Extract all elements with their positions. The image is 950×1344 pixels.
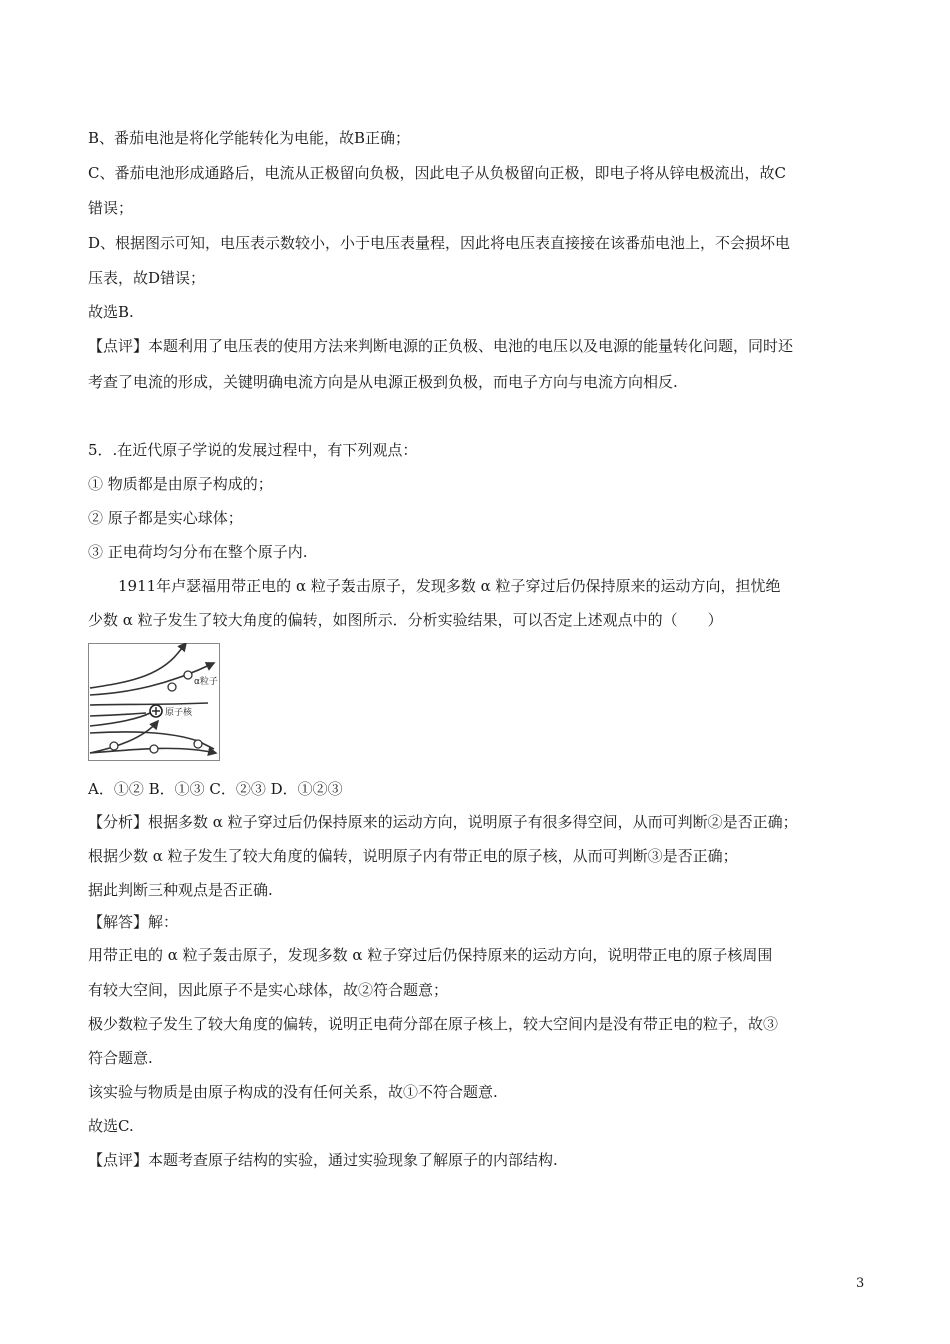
answer-heading: 【解答】解： — [88, 913, 179, 931]
question-paragraph-1: 1911年卢瑟福用带正电的 α 粒子轰击原子，发现多数 α 粒子穿过后仍保持原来的运动方向，担忧绝 — [118, 577, 781, 595]
answer-choose-c: 故选C. — [88, 1117, 134, 1135]
question-5-stem: 5．.在近代原子学说的发展过程中，有下列观点： — [88, 441, 418, 459]
alpha-track-middle-1 — [90, 703, 208, 705]
answer-comment: 【点评】本题考查原子结构的实验，通过实验现象了解原子的内部结构. — [88, 1151, 558, 1169]
solution-line-c1: C、番茄电池形成通路后，电流从正极留向负极，因此电子从负极留向正极，即电子将从锌电极流出，故C — [88, 164, 786, 182]
solution-line-b: B、番茄电池是将化学能转化为电能，故B正确； — [88, 129, 411, 147]
answer-line-2: 有较大空间，因此原子不是实心球体，故②符合题意； — [88, 981, 449, 999]
analysis-line-2: 根据少数 α 粒子发生了较大角度的偏转，说明原子内有带正电的原子核，从而可判断③是否正确； — [88, 847, 738, 865]
view-2: ② 原子都是实心球体； — [88, 509, 243, 527]
page-number: 3 — [856, 1276, 865, 1291]
analysis-line-3: 据此判断三种观点是否正确. — [88, 881, 273, 899]
answer-options: A．①② B．①③ C．②③ D．①②③ — [88, 780, 343, 798]
alpha-particle-label: α粒子 — [194, 677, 218, 687]
question-paragraph-2: 少数 α 粒子发生了较大角度的偏转，如图所示．分析实验结果，可以否定上述观点中的（ ） — [88, 611, 723, 629]
solution-line-d1: D、根据图示可知，电压表示数较小，小于电压表量程，因此将电压表直接接在该番茄电池上，不会损坏电 — [88, 234, 791, 252]
answer-line-5: 该实验与物质是由原子构成的没有任何关系，故①不符合题意. — [88, 1083, 498, 1101]
answer-line-4: 符合题意. — [88, 1049, 153, 1067]
alpha-track-middle-2 — [90, 713, 146, 716]
answer-line-1: 用带正电的 α 粒子轰击原子，发现多数 α 粒子穿过后仍保持原来的运动方向，说明带正电的原子核周围 — [88, 946, 773, 964]
alpha-scattering-figure — [88, 643, 220, 761]
comment-line-1: 【点评】本题利用了电压表的使用方法来判断电源的正负极、电池的电压以及电源的能量转化问题，同时还 — [88, 337, 794, 355]
solution-line-c2: 错误； — [88, 199, 134, 217]
comment-line-2: 考查了电流的形成，关键明确电流方向是从电源正极到负极，而电子方向与电流方向相反. — [88, 373, 678, 391]
view-3: ③ 正电荷均匀分布在整个原子内. — [88, 543, 308, 561]
answer-line-3: 极少数粒子发生了较大角度的偏转，说明正电荷分部在原子核上，较大空间内是没有带正电的粒子，故③ — [88, 1015, 779, 1033]
analysis-line-1: 【分析】根据多数 α 粒子穿过后仍保持原来的运动方向，说明原子有很多得空间，从而可判断②是否正确； — [88, 813, 798, 831]
alpha-track-upper-deflected — [90, 643, 186, 688]
nucleus-label: 原子核 — [165, 708, 193, 718]
solution-line-d2: 压表，故D错误； — [88, 269, 206, 287]
view-1: ① 物质都是由原子构成的； — [88, 475, 273, 493]
solution-choose-b: 故选B. — [88, 303, 134, 321]
